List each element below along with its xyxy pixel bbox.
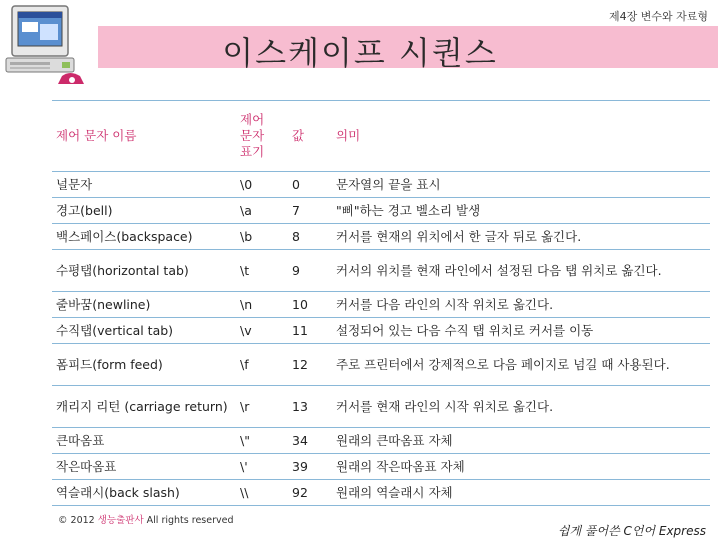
cell-notation: \r	[236, 386, 288, 428]
cell-value: 13	[288, 386, 332, 428]
cell-name: 수평탭(horizontal tab)	[52, 250, 236, 292]
table-row	[52, 386, 710, 428]
publisher-name: 생능출판사	[97, 515, 144, 526]
cell-value: 92	[288, 480, 332, 506]
cell-value: 11	[288, 318, 332, 344]
cell-notation: \0	[236, 172, 288, 198]
cell-value: 10	[288, 292, 332, 318]
cell-name: 수직탭(vertical tab)	[52, 318, 236, 344]
cell-meaning: 커서의 위치를 현재 라인에서 설정된 다음 탭 위치로 옮긴다.	[332, 250, 710, 292]
table-row	[52, 344, 710, 386]
cell-meaning: 문자열의 끝을 표시	[332, 172, 710, 198]
header-notation: 제어 문자 표기	[236, 101, 288, 172]
cell-notation: \"	[236, 428, 288, 454]
table-row	[52, 224, 710, 250]
cell-value: 9	[288, 250, 332, 292]
escape-sequence-table	[52, 100, 710, 506]
cell-notation: \\	[236, 480, 288, 506]
cell-name: 큰따옴표	[52, 428, 236, 454]
cell-meaning: 주로 프린터에서 강제적으로 다음 페이지로 넘길 때 사용된다.	[332, 344, 710, 386]
header-value: 값	[288, 101, 332, 172]
cell-meaning: 설정되어 있는 다음 수직 탭 위치로 커서를 이동	[332, 318, 710, 344]
cell-value: 39	[288, 454, 332, 480]
rights-text: All rights reserved	[146, 515, 234, 526]
cell-value: 12	[288, 344, 332, 386]
cell-value: 0	[288, 172, 332, 198]
cell-meaning: "삐"하는 경고 벨소리 발생	[332, 198, 710, 224]
copyright-year: © 2012	[58, 515, 95, 526]
cell-name: 작은따옴표	[52, 454, 236, 480]
cell-meaning: 원래의 큰따옴표 자체	[332, 428, 710, 454]
cell-value: 8	[288, 224, 332, 250]
cell-value: 7	[288, 198, 332, 224]
table-row	[52, 428, 710, 454]
table-row	[52, 250, 710, 292]
table-row	[52, 172, 710, 198]
table-row	[52, 292, 710, 318]
book-title: 쉽게 풀어쓴 C언어 Express	[557, 524, 706, 538]
table-row	[52, 454, 710, 480]
cell-name: 백스페이스(backspace)	[52, 224, 236, 250]
cell-meaning: 원래의 작은따옴표 자체	[332, 454, 710, 480]
cell-name: 경고(bell)	[52, 198, 236, 224]
cell-name: 캐리지 리턴 (carriage return)	[52, 386, 236, 428]
cell-meaning: 원래의 역슬래시 자체	[332, 480, 710, 506]
copyright	[58, 512, 233, 526]
page-title: 이스케이프 시퀀스	[222, 34, 498, 72]
cell-notation: \a	[236, 198, 288, 224]
cell-name: 널문자	[52, 172, 236, 198]
header-meaning: 의미	[332, 101, 710, 172]
table-row	[52, 318, 710, 344]
cell-notation: \'	[236, 454, 288, 480]
cell-meaning: 커서를 현재 라인의 시작 위치로 옮긴다.	[332, 386, 710, 428]
table-row	[52, 480, 710, 506]
cell-name: 폼피드(form feed)	[52, 344, 236, 386]
table-header-row	[52, 101, 710, 172]
table-row	[52, 198, 710, 224]
cell-meaning: 커서를 현재의 위치에서 한 글자 뒤로 옮긴다.	[332, 224, 710, 250]
chapter-label: 제4장 변수와 자료형	[609, 10, 708, 23]
cell-notation: \n	[236, 292, 288, 318]
cell-name: 역슬래시(back slash)	[52, 480, 236, 506]
header-name: 제어 문자 이름	[52, 101, 236, 172]
cell-value: 34	[288, 428, 332, 454]
cell-notation: \t	[236, 250, 288, 292]
cell-notation: \v	[236, 318, 288, 344]
cell-meaning: 커서를 다음 라인의 시작 위치로 옮긴다.	[332, 292, 710, 318]
cell-notation: \b	[236, 224, 288, 250]
cell-name: 줄바꿈(newline)	[52, 292, 236, 318]
cell-notation: \f	[236, 344, 288, 386]
